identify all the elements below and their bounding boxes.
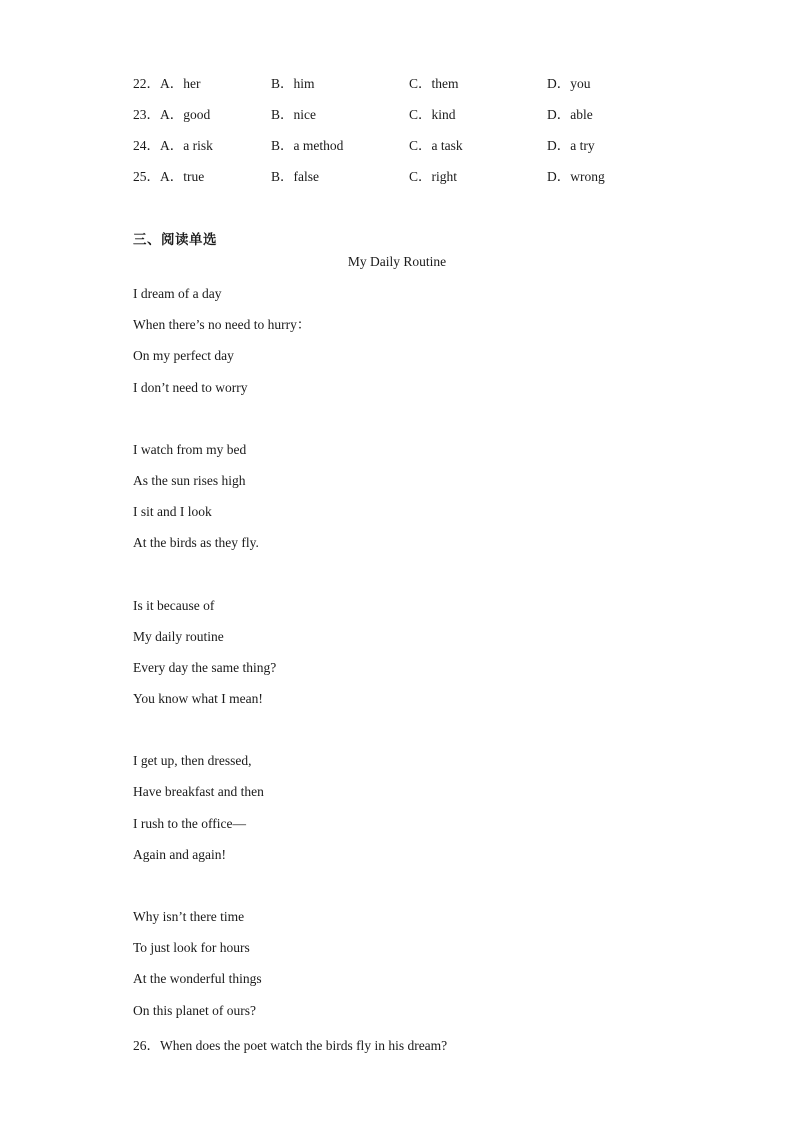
- poem-line: My daily routine: [133, 628, 224, 644]
- poem-line: I sit and I look: [133, 504, 212, 520]
- option-row-25: [133, 159, 693, 190]
- option-b: B．false: [271, 168, 319, 184]
- option-b: B．nice: [271, 106, 316, 122]
- option-a: 22．A．her: [133, 75, 201, 91]
- option-d: D．you: [547, 75, 591, 91]
- poem-line: Have breakfast and then: [133, 784, 264, 800]
- poem-line: When there’s no need to hurry：: [133, 317, 311, 333]
- poem-line: I get up, then dressed,: [133, 753, 252, 769]
- poem-stanza: [133, 441, 310, 566]
- poem-line: At the wonderful things: [133, 971, 262, 987]
- poem-line: On this planet of ours?: [133, 1002, 256, 1018]
- poem-body: [133, 285, 310, 1064]
- poem-line: Every day the same thing?: [133, 659, 277, 675]
- option-row-24: [133, 128, 693, 159]
- option-c: C．a task: [409, 137, 463, 153]
- poem-stanza: [133, 597, 310, 722]
- option-d: D．wrong: [547, 168, 605, 184]
- option-b: B．him: [271, 75, 315, 91]
- poem-line: Is it because of: [133, 597, 215, 613]
- poem-title: My Daily Routine: [347, 254, 447, 269]
- option-c: C．right: [409, 168, 458, 184]
- poem-line: As the sun rises high: [133, 472, 246, 488]
- section-heading: 三、阅读单选: [133, 232, 217, 248]
- option-a: 23．A．good: [133, 106, 211, 122]
- option-row-23: [133, 97, 693, 128]
- poem-line: I rush to the office—: [133, 815, 246, 831]
- option-row-22: [133, 66, 693, 97]
- option-c: C．kind: [409, 106, 456, 122]
- poem-line: On my perfect day: [133, 348, 234, 364]
- option-a: 25．A．true: [133, 168, 205, 184]
- option-a: 24．A．a risk: [133, 137, 213, 153]
- poem-line: Again and again!: [133, 846, 226, 862]
- option-c: C．them: [409, 75, 459, 91]
- poem-line: I dream of a day: [133, 286, 222, 301]
- option-d: D．a try: [547, 137, 595, 153]
- poem-line: You know what I mean!: [133, 691, 263, 707]
- option-d: D．able: [547, 106, 593, 122]
- option-b: B．a method: [271, 137, 344, 153]
- poem-stanza: [133, 752, 310, 877]
- poem-stanza: [133, 908, 310, 1033]
- poem-line: I watch from my bed: [133, 441, 247, 457]
- answer-options: [133, 66, 693, 190]
- poem-line: To just look for hours: [133, 940, 250, 956]
- question-26: 26．When does the poet watch the birds fly in his dream?: [133, 1038, 448, 1053]
- poem-stanza: [133, 285, 310, 410]
- poem-line: Why isn’t there time: [133, 909, 245, 924]
- poem-line: I don’t need to worry: [133, 379, 248, 395]
- poem-line: At the birds as they fly.: [133, 535, 259, 551]
